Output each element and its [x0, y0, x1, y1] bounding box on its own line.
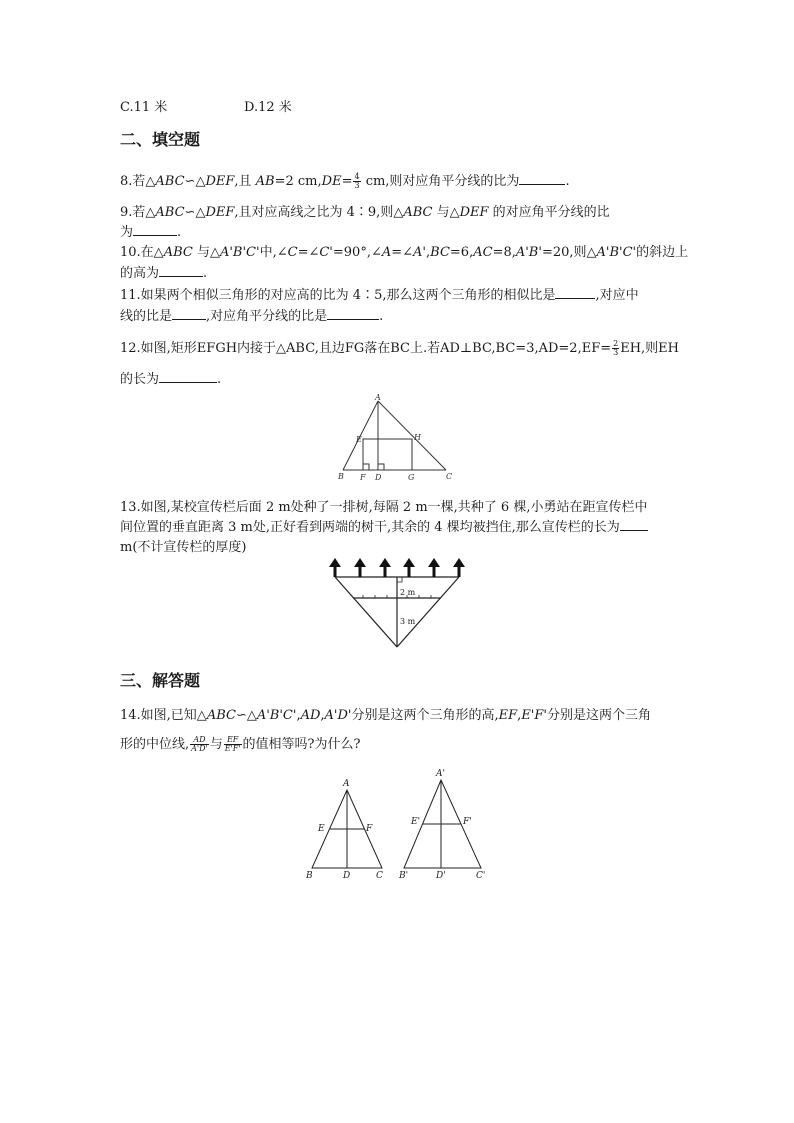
- fraction-ad: $\frac{AD}{A'D'}$: [191, 735, 208, 753]
- tree-icon: [428, 558, 440, 567]
- section-title-fill-in: 二、填空题: [120, 130, 201, 149]
- figure-12-triangle-rectangle: [330, 392, 470, 484]
- option-d: D.12 米: [244, 100, 292, 115]
- label-3m: 3 m: [400, 617, 416, 626]
- label-2m: 2 m: [400, 588, 416, 597]
- sight-line-left: [335, 577, 397, 647]
- label-c: C: [376, 871, 383, 880]
- question-9-line-2: 为 .: [120, 225, 182, 240]
- label-b-prime: B': [399, 871, 409, 880]
- tree-icon: [329, 558, 341, 567]
- label-d: D: [343, 871, 351, 880]
- rectangle-efgh: [363, 439, 412, 470]
- label-f: F: [360, 473, 366, 482]
- question-14-line-2: 形的中位线, $\frac{AD}{A'D'}$ 与 $\frac{EF}{E'F'}$ 的值相等吗?为什么?: [120, 735, 361, 753]
- question-11: 11.如果两个相似三角形的对应高的比为 4∶5,那么这两个三角形的相似比是 ,对应中: [120, 288, 639, 303]
- label-h: H: [414, 433, 421, 442]
- answer-blank[interactable]: [519, 172, 565, 185]
- answer-blank[interactable]: [172, 307, 206, 320]
- figure-13-trees-billboard: [325, 558, 470, 653]
- question-11-line-2: 线的比是 ,对应角平分线的比是 .: [120, 309, 384, 324]
- tree-icon: [354, 558, 366, 567]
- label-f-prime: F': [463, 817, 472, 827]
- tree-icons: [329, 558, 465, 577]
- label-a: A: [375, 393, 381, 402]
- label-a-prime: A': [436, 769, 445, 779]
- label-d: D: [375, 473, 382, 482]
- fraction-ef: $\frac{EF}{E'F'}$: [224, 735, 241, 753]
- label-c: C: [446, 472, 453, 481]
- tree-icon: [453, 558, 465, 567]
- right-angle-mark: [378, 464, 384, 470]
- tree-icon: [403, 558, 415, 567]
- label-d-prime: D': [436, 871, 446, 880]
- tree-icon: [379, 558, 391, 567]
- question-12-line-2: 的长为 .: [120, 372, 222, 387]
- option-c: C.11 米: [120, 100, 168, 115]
- label-e-prime: E': [411, 817, 421, 827]
- label-c-prime: C': [476, 871, 486, 880]
- answer-blank[interactable]: [555, 286, 595, 299]
- question-12: 12.如图,矩形EFGH内接于△ABC,且边FG落在BC上.若AD⊥BC,BC=3,AD=2,EF= $\frac{2}{3}$ EH,则EH: [120, 339, 679, 357]
- label-f: F: [366, 824, 373, 834]
- question-13-line-3: m(不计宣传栏的厚度): [120, 540, 247, 555]
- label-b: B: [306, 871, 313, 880]
- question-8: 8.若△ABC∽△DEF,且 AB=2 cm,DE= $\frac{4}{3}$ cm,则对应角平分线的比为 .: [120, 172, 570, 190]
- label-g: G: [408, 473, 415, 482]
- fraction-4-3: $\frac{4}{3}$: [354, 172, 360, 190]
- label-e: E: [356, 435, 362, 444]
- question-10-line-2: 的高为 .: [120, 266, 208, 281]
- label-e: E: [318, 824, 325, 834]
- answer-blank[interactable]: [327, 307, 379, 320]
- section-title-answer: 三、解答题: [120, 671, 201, 690]
- question-13: 13.如图,某校宣传栏后面 2 m处种了一排树,每隔 2 m一棵,共种了 6 棵,小勇站在距宣传栏中: [120, 500, 648, 515]
- figure-14-similar-triangles: [300, 765, 500, 880]
- label-b: B: [338, 472, 344, 481]
- right-angle-mark: [397, 577, 402, 582]
- answer-blank[interactable]: [133, 223, 177, 236]
- question-14: 14.如图,已知△ABC∽△A'B'C',AD,A'D'分别是这两个三角形的高,EF,E'F'分别是这两个三角: [120, 708, 651, 723]
- answer-blank[interactable]: [159, 264, 203, 277]
- right-angle-mark: [363, 464, 369, 470]
- question-9: 9.若△ABC∽△DEF,且对应高线之比为 4∶9,则△ABC 与△DEF 的对应角平分线的比: [120, 205, 610, 220]
- label-a: A: [343, 779, 350, 789]
- question-13-line-2: 间位置的垂直距离 3 m处,正好看到两端的树干,其余的 4 棵均被挡住,那么宣传栏的长为: [120, 517, 648, 538]
- fraction-2-3: $\frac{2}{3}$: [613, 339, 619, 357]
- answer-blank[interactable]: [620, 518, 648, 531]
- question-10: 10.在△ABC 与△A'B'C'中,∠C=∠C'=90°,∠A=∠A',BC=6,AC=8,A'B'=20,则△A'B'C'的斜边上: [120, 245, 689, 260]
- answer-blank[interactable]: [159, 370, 217, 383]
